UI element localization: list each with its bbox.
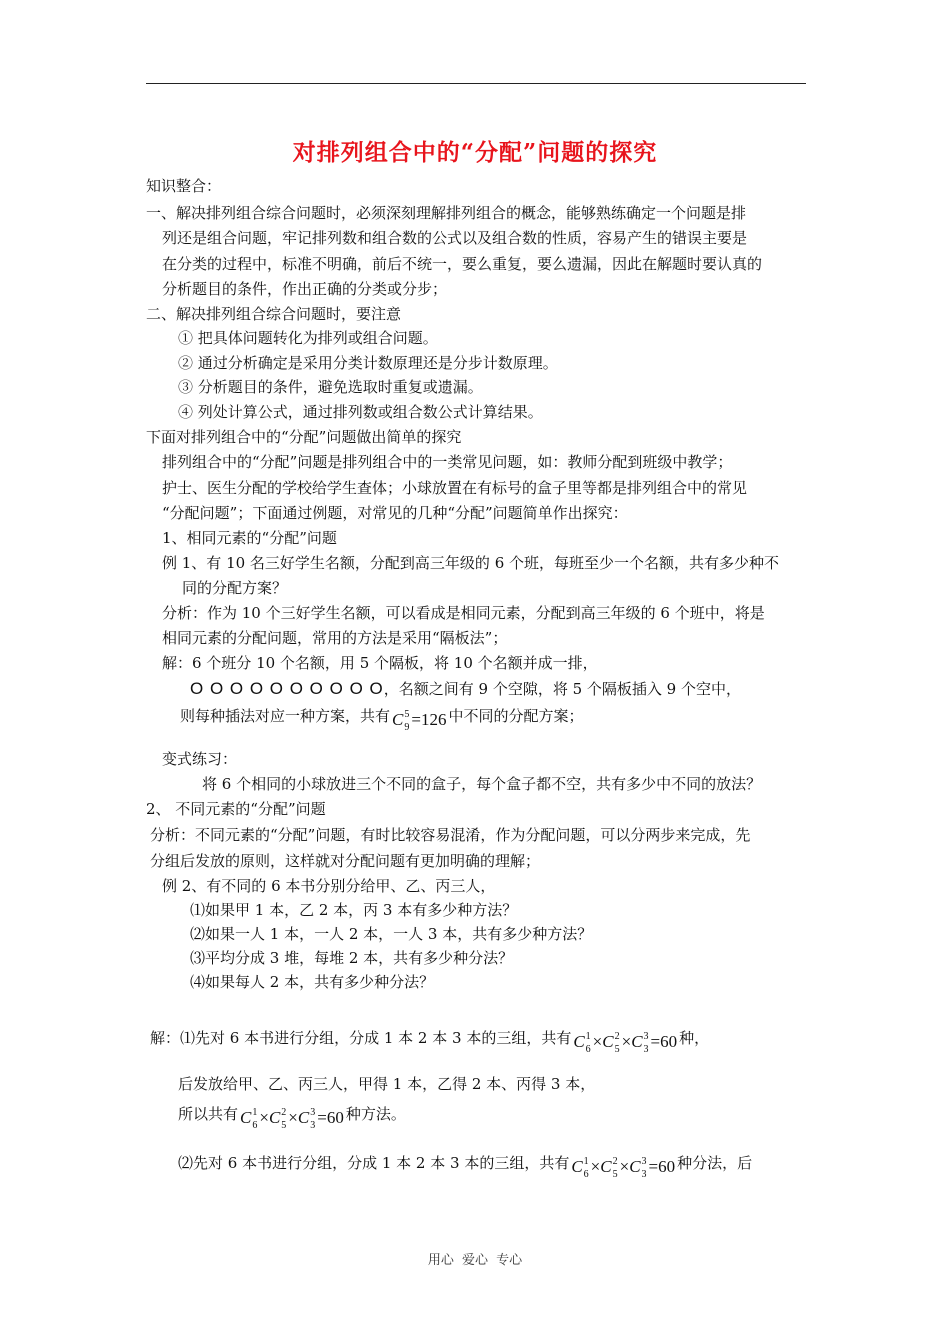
list-item: ① 把具体问题转化为排列或组合问题。: [178, 329, 438, 347]
text-line: 列还是组合问题，牢记排列数和组合数的公式以及组合数的性质，容易产生的错误主要是: [162, 229, 748, 247]
page-footer: 用心 爱心 专心: [427, 1253, 523, 1268]
text-line: [190, 679, 741, 699]
list-item: ④ 列处计算公式，通过排列数或组合数公式计算结果。: [178, 403, 543, 421]
text-line: [180, 706, 584, 733]
text-line: [178, 1153, 753, 1180]
page-title: 对排列组合中的“分配”问题的探究: [292, 139, 658, 166]
header-rule: [146, 83, 806, 84]
formula-result: =126: [411, 710, 447, 729]
list-item: ⑶平均分成 3 堆，每堆 2 本，共有多少种分法？: [190, 949, 514, 967]
text-line: [178, 1104, 406, 1131]
formula-product: C 1 6 ×C 2 5 ×C 3 3 =60: [240, 1107, 344, 1131]
text-line: 分析题目的条件，作出正确的分类或分步；: [162, 280, 448, 298]
text-fragment: 中不同的分配方案；: [448, 707, 584, 725]
text-line: 解：6 个班分 10 个名额，用 5 个隔板，将 10 个名额并成一排，: [162, 654, 598, 672]
text-line: 分析：不同元素的“分配”问题，有时比较容易混淆，作为分配问题，可以分两步来完成，先: [150, 826, 751, 844]
list-item: ② 通过分析确定是采用分类计数原理还是分步计数原理。: [178, 354, 558, 372]
text-line: [150, 1028, 710, 1055]
text-fragment: 所以共有: [178, 1105, 239, 1123]
list-item: ⑵如果一人 1 本，一人 2 本，一人 3 本，共有多少种方法？: [190, 925, 593, 943]
text-line: 同的分配方案？: [182, 579, 288, 597]
list-item: ⑷如果每人 2 本，共有多少种分法？: [190, 973, 435, 991]
formula-result: =60: [650, 1032, 678, 1051]
formula-combination: C 5 9 =126: [392, 709, 447, 733]
text-fragment: 种，: [679, 1029, 710, 1047]
list-item: ③ 分析题目的条件，避免选取时重复或遗漏。: [178, 378, 483, 396]
text-line: 变式练习：: [162, 750, 238, 768]
text-fragment: 解：⑴先对 6 本书进行分组，分成 1 本 2 本 3 本的三组，共有: [150, 1029, 572, 1047]
text-fragment: ⑵先对 6 本书进行分组，分成 1 本 2 本 3 本的三组，共有: [178, 1154, 570, 1172]
text-fragment: 种分法，后: [677, 1154, 753, 1172]
text-line: 二、解决排列组合综合问题时，要注意: [146, 305, 402, 323]
text-fragment: 则每种插法对应一种方案，共有: [180, 707, 391, 725]
text-line: 相同元素的分配问题，常用的方法是采用“隔板法”；: [162, 629, 508, 647]
formula-result: =60: [317, 1108, 344, 1127]
text-line: 下面对排列组合中的“分配”问题做出简单的探究: [146, 428, 462, 446]
formula-product: C 1 6 ×C 2 5 ×C 3 3 =60: [571, 1156, 676, 1180]
text-line: 排列组合中的“分配”问题是排列组合中的一类常见问题，如：教师分配到班级中教学；: [162, 453, 733, 471]
section-heading: 1、相同元素的“分配”问题: [162, 529, 337, 547]
text-line: 分组后发放的原则，这样就对分配问题有更加明确的理解；: [150, 852, 541, 870]
text-line: 将 6 个相同的小球放进三个不同的盒子，每个盒子都不空，共有多少中不同的放法？: [202, 775, 762, 793]
text-line: 护士、医生分配的学校给学生查体；小球放置在有标号的盒子里等都是排列组合中的常见: [162, 479, 748, 497]
text-line: 后发放给甲、乙、丙三人，甲得 1 本，乙得 2 本、丙得 3 本，: [178, 1075, 596, 1093]
text-line: 例 2、有不同的 6 本书分别分给甲、乙、丙三人，: [162, 877, 496, 895]
section-heading: 2、 不同元素的“分配”问题: [146, 800, 326, 818]
list-item: ⑴如果甲 1 本，乙 2 本，丙 3 本有多少种方法？: [190, 901, 518, 919]
text-line: 一、解决排列组合综合问题时，必须深刻理解排列组合的概念，能够熟练确定一个问题是排: [146, 204, 747, 222]
circles-row: O O O O O O O O O O: [190, 679, 384, 698]
text-fragment: 种方法。: [345, 1105, 406, 1123]
text-line: 分析：作为 10 个三好学生名额，可以看成是相同元素，分配到高三年级的 6 个班中，将是: [162, 604, 765, 622]
formula-product: C 1 6 ×C 2 5 ×C 3 3 =60: [573, 1031, 678, 1055]
text-line: 在分类的过程中，标准不明确，前后不统一，要么重复，要么遗漏，因此在解题时要认真的: [162, 255, 763, 273]
text-line: 知识整合：: [146, 177, 222, 195]
text-line: “分配问题”；下面通过例题，对常见的几种“分配”问题简单作出探究：: [162, 504, 628, 522]
formula-result: =60: [648, 1157, 676, 1176]
text-line: 例 1、有 10 名三好学生名额，分配到高三年级的 6 个班，每班至少一个名额，共有多少种不: [162, 554, 780, 572]
text-fragment: ，名额之间有 9 个空隙，将 5 个隔板插入 9 个空中，: [383, 680, 741, 698]
